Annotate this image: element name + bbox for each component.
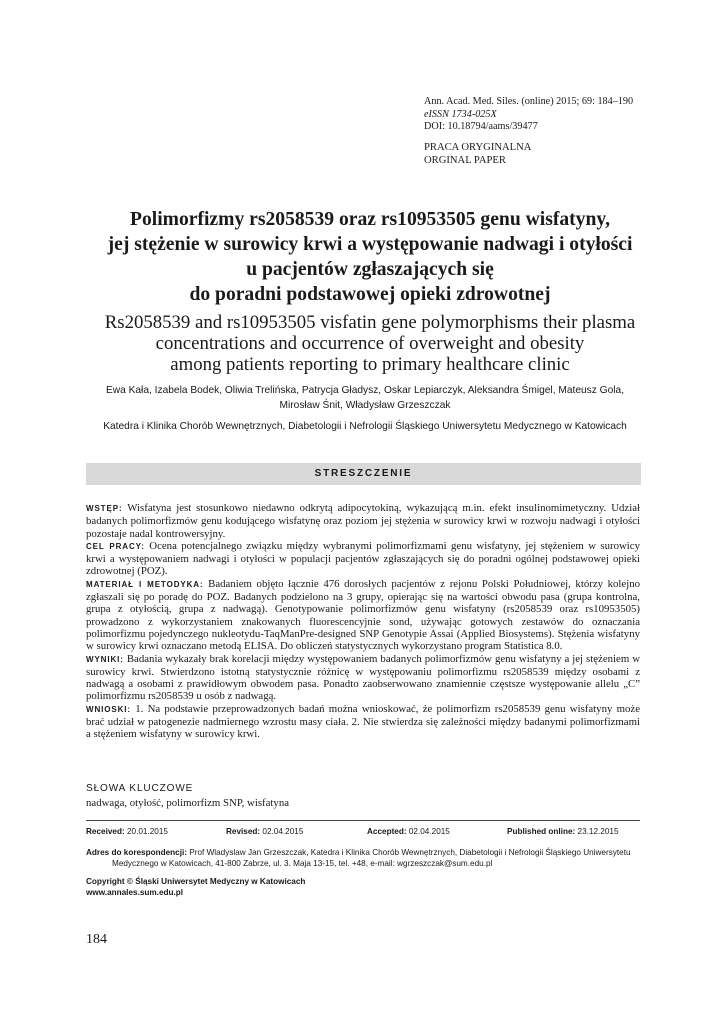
- accepted-date: Accepted: 02.04.2015: [367, 827, 450, 836]
- divider: [86, 820, 640, 821]
- correspondence-line: Medycznego w Katowicach, 41-800 Zabrze, ul. 3. Maja 13-15, tel. +48, e-mail: wgrzeszczak@sum.edu.pl: [112, 859, 493, 868]
- section-text: Ocena potencjalnego związku między wybranymi polimorfizmami genu wisfatyny, jej stężeniem w surowicy krwi a występowaniem nadwagi i otyłości w populacji pacjentów zgłaszających się do poradni ogólnej podstawowej opieki zdrowotnej (POZ).: [86, 539, 640, 578]
- title-line: jej stężenie w surowicy krwi a występowanie nadwagi i otyłości: [107, 234, 633, 255]
- paper-type-pl: PRACA ORYGINALNA: [424, 142, 532, 153]
- title-polish: [80, 207, 660, 307]
- title-line: among patients reporting to primary healthcare clinic: [170, 354, 570, 375]
- abstract-section-conclusions: [86, 703, 640, 741]
- title-line: do poradni podstawowej opieki zdrowotnej: [189, 284, 551, 305]
- article-dates: [86, 827, 640, 841]
- section-label: CEL PRACY:: [86, 541, 145, 551]
- title-english: [80, 312, 660, 375]
- paper-type: [424, 141, 531, 167]
- journal-reference: Ann. Acad. Med. Siles. (online) 2015; 69: 184–190: [424, 96, 634, 107]
- published-date: Published online: 23.12.2015: [507, 827, 619, 836]
- section-label: WYNIKI:: [86, 654, 124, 664]
- paper-type-en: ORGINAL PAPER: [424, 155, 506, 166]
- section-text: 1. Na podstawie przeprowadzonych badań można wnioskować, że polimorfizm rs2058539 genu wisfatyny może brać udział w patogenezie nadmiernego wzrostu masy ciała. 2. Nie stwierdza się zależności między badanymi polimorfizmami a stężeniem wisfatyny w surowicy krwi.: [86, 702, 640, 741]
- section-text: Badaniem objęto łącznie 476 dorosłych pacjentów z rejonu Polski Południowej, którzy kolejno zgłaszali się po poradę do POZ. Badanych podzielono na 3 grupy, opierając się na wartości obwodu pasa (grupa kontrolna, grupa z otyłością, grupa z nadwagą). Genotypowanie polimorfizmów genu wisfatyny (rs2058539 oraz rs10953505) prowadzono z wykorzystaniem znakowanych fluorescencyjnie sond, używając gotowych zestawów do oznaczania polimorfizmu pojedynczego nukleotydu-TaqManPre-designed SNP Genotypie Assai (Applied Biosystems). Stężenia wisfatyny w surowicy krwi oznaczano metodą ELISA. Do obliczeń statystycznych wykorzystano program Statistica 8.0.: [86, 577, 641, 653]
- abstract-section-results: [86, 653, 640, 703]
- doi: DOI: 10.18794/aams/39477: [424, 121, 538, 132]
- keywords: nadwaga, otyłość, polimorfizm SNP, wisfatyna: [86, 797, 290, 809]
- eissn: eISSN 1734-025X: [424, 108, 497, 120]
- section-text: Wisfatyna jest stosunkowo niedawno odkrytą adipocytokiną, wykazującą m.in. efekt insulinomimetyczny. Udział badanych polimorfizmów genu kodującego wisfatynę oraz poziom jej stężenia w surowicy krwi w rozwoju nadwagi i otyłości pozostaje nadal kontrowersyjny.: [86, 502, 640, 540]
- journal-website[interactable]: www.annales.sum.edu.pl: [86, 888, 184, 897]
- abstract-body: [86, 502, 640, 741]
- page-number: 184: [86, 932, 107, 947]
- abstract-section-methods: [86, 578, 640, 653]
- received-date: Received: 20.01.2015: [86, 827, 168, 836]
- citation-block: [424, 96, 684, 134]
- title-line: Rs2058539 and rs10953505 visfatin gene polymorphisms their plasma: [104, 312, 636, 333]
- section-label: MATERIAŁ I METODYKA:: [86, 579, 204, 589]
- title-line: concentrations and occurrence of overweight and obesity: [155, 333, 585, 354]
- section-text: Badania wykazały brak korelacji między występowaniem badanych polimorfizmów genu wisfatyny a jej stężeniem w surowicy krwi. Stwierdzono istotną statystycznie różnicę w występowaniu polimorfizmu rs2058539 między osobami z nadwagą a osobami z prawidłowym obwodem pasa. Ponadto zaobserwowano znamiennie częstsze występowanie allelu „C” polimorfizmu rs2058539 u osób z nadwagą.: [86, 652, 641, 703]
- affiliation: Katedra i Klinika Chorób Wewnętrznych, Diabetologii i Nefrologii Śląskiego Uniwersytetu Medycznego w Katowicach: [103, 421, 627, 432]
- title-line: u pacjentów zgłaszających się: [246, 259, 494, 280]
- abstract-section-introduction: [86, 502, 640, 540]
- copyright: [86, 876, 305, 898]
- abstract-heading: STRESZCZENIE: [86, 463, 641, 485]
- correspondence-label: Adres do korespondencji:: [86, 848, 187, 857]
- authors-line: Ewa Kała, Izabela Bodek, Oliwia Trelińska, Patrycja Gładysz, Oskar Lepiarczyk, Aleksandra Śmigel, Mateusz Gola,: [105, 385, 625, 396]
- authors-line: Mirosław Śnit, Władysław Grzeszczak: [279, 400, 451, 411]
- revised-date: Revised: 02.04.2015: [226, 827, 304, 836]
- keywords-label: SŁOWA KLUCZOWE: [86, 783, 194, 794]
- authors: [85, 383, 645, 413]
- abstract-section-aim: [86, 540, 640, 578]
- copyright-notice: Copyright © Śląski Uniwersytet Medyczny w Katowicach: [86, 877, 306, 886]
- section-label: WSTĘP:: [86, 504, 123, 513]
- section-label: WNIOSKI:: [86, 704, 131, 714]
- correspondence-address: [86, 847, 642, 869]
- correspondence-line: Prof Wladyslaw Jan Grzeszczak, Katedra i Klinika Chorób Wewnętrznych, Diabetologii i Nefrologii Śląskiego Uniwersytetu: [189, 848, 631, 857]
- title-line: Polimorfizmy rs2058539 oraz rs10953505 genu wisfatyny,: [130, 209, 610, 230]
